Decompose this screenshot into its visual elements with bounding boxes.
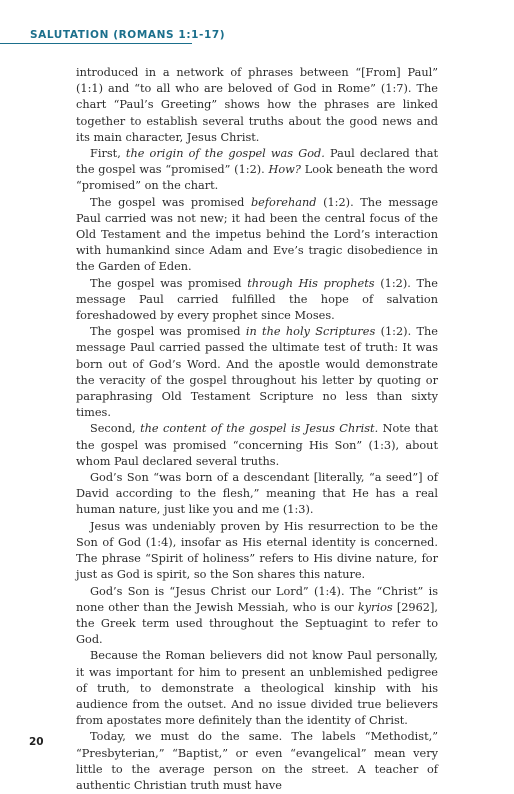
italic-text: the content of the gospel is Jesus Christ.: [140, 422, 379, 436]
text-run: Note that the gospel was promised “concerning His Son” (1:3), about whom Paul declared several truths.: [76, 422, 438, 468]
paragraph: [76, 519, 438, 584]
text-run: (1:2). The message Paul carried was not new; it had been the central focus of the Old Testament and the impetus behind the Lord’s interaction with humankind since Adam and Eve’s tragic disobedience in the Garden of Eden.: [76, 195, 439, 274]
paragraph: [76, 65, 438, 146]
text-run: [2962], the Greek term used throughout the Septuagint to refer to God.: [76, 600, 438, 647]
header-rule: [0, 43, 192, 44]
italic-text: the origin of the gospel was God.: [125, 147, 325, 161]
paragraph: [76, 421, 438, 470]
text-run: Jesus was undeniably proven by His resurrection to be the Son of God (1:4), insofar as His eternal identity is concerned. The phrase “Spirit of holiness” refers to His divine nature, for just as God is spirit, so the Son shares this nature.: [76, 519, 438, 582]
text-run: First,: [90, 147, 126, 161]
text-run: God’s Son “was born of a descendant [literally, “a seed”] of David according to the flesh,” meaning that He has a real human nature, just like you and me (1:3).: [76, 471, 438, 517]
italic-text: beforehand: [250, 195, 317, 209]
italic-text: through His prophets: [247, 276, 375, 290]
paragraph: [76, 276, 438, 325]
text-run: The gospel was promised: [90, 195, 251, 209]
text-run: (1:2). The message Paul carried passed the ultimate test of truth: It was born out of God’s Word. And the apostle would demonstrate the veracity of the gospel throughout his letter by quoting or paraphrasing Old Testament Scripture no less than sixty times.: [76, 325, 438, 420]
text-run: Today, we must do the same. The labels “Methodist,” “Presbyterian,” “Baptist,” or even “evangelical” mean very little to the average person on the street. A teacher of authentic Christian truth must have: [76, 730, 438, 792]
paragraph: [76, 195, 438, 276]
text-run: Second,: [90, 422, 141, 436]
text-run: The gospel was promised: [90, 276, 248, 290]
paragraph: [76, 470, 438, 519]
text-run: introduced in a network of phrases between “[From] Paul” (1:1) and “to all who are beloved of God in Rome” (1:7). The chart “Paul’s Greeting” shows how the phrases are linked together to establish several truths about the good news and its main character, Jesus Christ.: [76, 66, 438, 144]
paragraph: [76, 729, 438, 794]
text-run: Because the Roman believers did not know Paul personally, it was important for him to present an unblemished pedigree of truth, to demonstrate a theological kinship with his audience from the outset. And no issue divided true believers from apostates more definitely than the identity of Christ.: [76, 649, 438, 728]
paragraph: [76, 584, 438, 649]
page-number: 20: [29, 736, 44, 748]
text-run: God’s Son is “Jesus Christ our Lord” (1:4). The “Christ” is none other than the Jewish Messiah, who is our: [76, 584, 438, 614]
italic-text: in the holy Scriptures: [245, 325, 376, 339]
italic-text: kyrios: [357, 600, 393, 614]
text-run: (1:2). The message Paul carried fulfilled the hope of salvation foreshadowed by every prophet since Moses.: [76, 276, 438, 323]
running-head: SALUTATION (ROMANS 1:1-17): [30, 29, 226, 41]
text-run: The gospel was promised: [90, 325, 246, 339]
body-text: [76, 65, 438, 794]
paragraph: [76, 324, 438, 421]
italic-text: How?: [268, 163, 301, 177]
text-run: Paul declared that the gospel was “promised” (1:2).: [76, 147, 438, 177]
paragraph: [76, 648, 438, 729]
paragraph: [76, 146, 438, 195]
text-run: Look beneath the word “promised” on the chart.: [76, 163, 438, 193]
